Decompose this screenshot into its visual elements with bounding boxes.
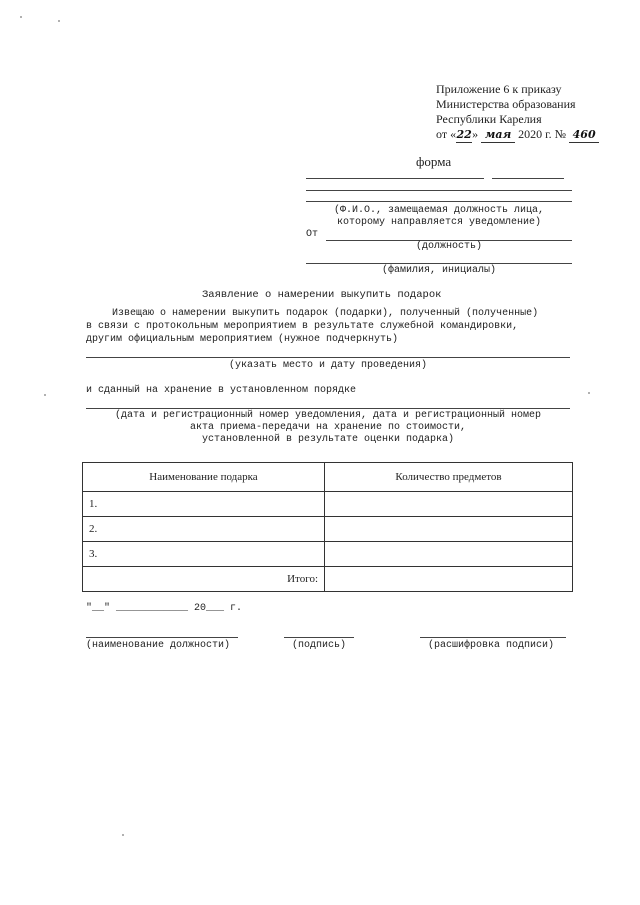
order-date [436,127,599,143]
date-year: 2020 г. № [518,127,567,141]
total-label: Итого: [83,567,325,592]
caption-line: установленной в результате оценки подарка) [201,434,455,445]
row-number: 2. [83,517,325,542]
caption-line: (дата и регистрационный номер уведомления, дата и регистрационный номер [114,410,542,421]
date-mid: » [472,127,479,141]
paragraph-line: в связи с протокольным мероприятием в результате служебной командировки, [86,321,519,332]
table-row [83,517,573,542]
caption-line: которому направляется уведомление) [336,217,542,228]
document-title: Заявление о намерении выкупить подарок [202,289,442,301]
paragraph-line: Извещаю о намерении выкупить подарок (подарки), полученный (полученные) [112,308,539,319]
gifts-table [82,462,573,592]
row-number: 1. [83,492,325,517]
addressee-caption [306,205,572,229]
fill-line [306,263,572,264]
signature-caption: (подпись) [292,640,347,651]
quantity-cell [325,517,573,542]
fill-line [306,201,572,202]
date-day: 22 [456,128,472,141]
statement-paragraph [86,307,576,346]
name-caption: (фамилия, инициалы) [381,265,497,276]
position-caption: (должность) [415,241,482,252]
table-row [83,542,573,567]
fill-line [306,190,572,191]
place-caption: (указать место и дату проведения) [228,360,428,371]
fill-line [86,357,570,358]
form-label: форма [416,154,452,169]
header-line: Министерства образования [436,97,576,111]
decoding-caption: (расшифровка подписи) [428,640,555,651]
date-line: "__" ____________ 20___ г. [86,603,243,614]
from-label: От [306,229,319,240]
scan-speck [58,20,60,22]
date-month: мая [481,127,515,143]
row-number: 3. [83,542,325,567]
caption-line: (Ф.И.О., замещаемая должность лица, [333,205,545,216]
registration-caption [86,410,570,446]
signature-line [420,637,566,638]
paragraph-line: другим официальным мероприятием (нужное подчеркнуть) [86,334,399,345]
scan-speck [44,394,46,396]
column-header-quantity: Количество предметов [325,463,573,492]
signature-line [284,637,354,638]
column-header-gift-name: Наименование подарка [83,463,325,492]
caption-line: акта приема-передачи на хранение по стоимости, [189,422,467,433]
quantity-cell [325,492,573,517]
total-cell [325,567,573,592]
signature-line [86,637,238,638]
storage-line: и сданный на хранение в установленном порядке [86,385,357,396]
scan-speck [122,834,124,836]
scan-speck [588,392,590,394]
scan-speck [20,16,22,18]
table-row [83,492,573,517]
quantity-cell [325,542,573,567]
order-reference [436,82,599,143]
date-number: 460 [569,127,599,143]
position-caption: (наименование должности) [86,640,231,651]
fill-line [306,178,484,179]
table-header-row [83,463,573,492]
date-prefix: от « [436,127,457,141]
header-line: Приложение 6 к приказу [436,82,562,96]
header-line: Республики Карелия [436,112,542,126]
fill-line [86,408,570,409]
table-total-row [83,567,573,592]
fill-line [492,178,564,179]
